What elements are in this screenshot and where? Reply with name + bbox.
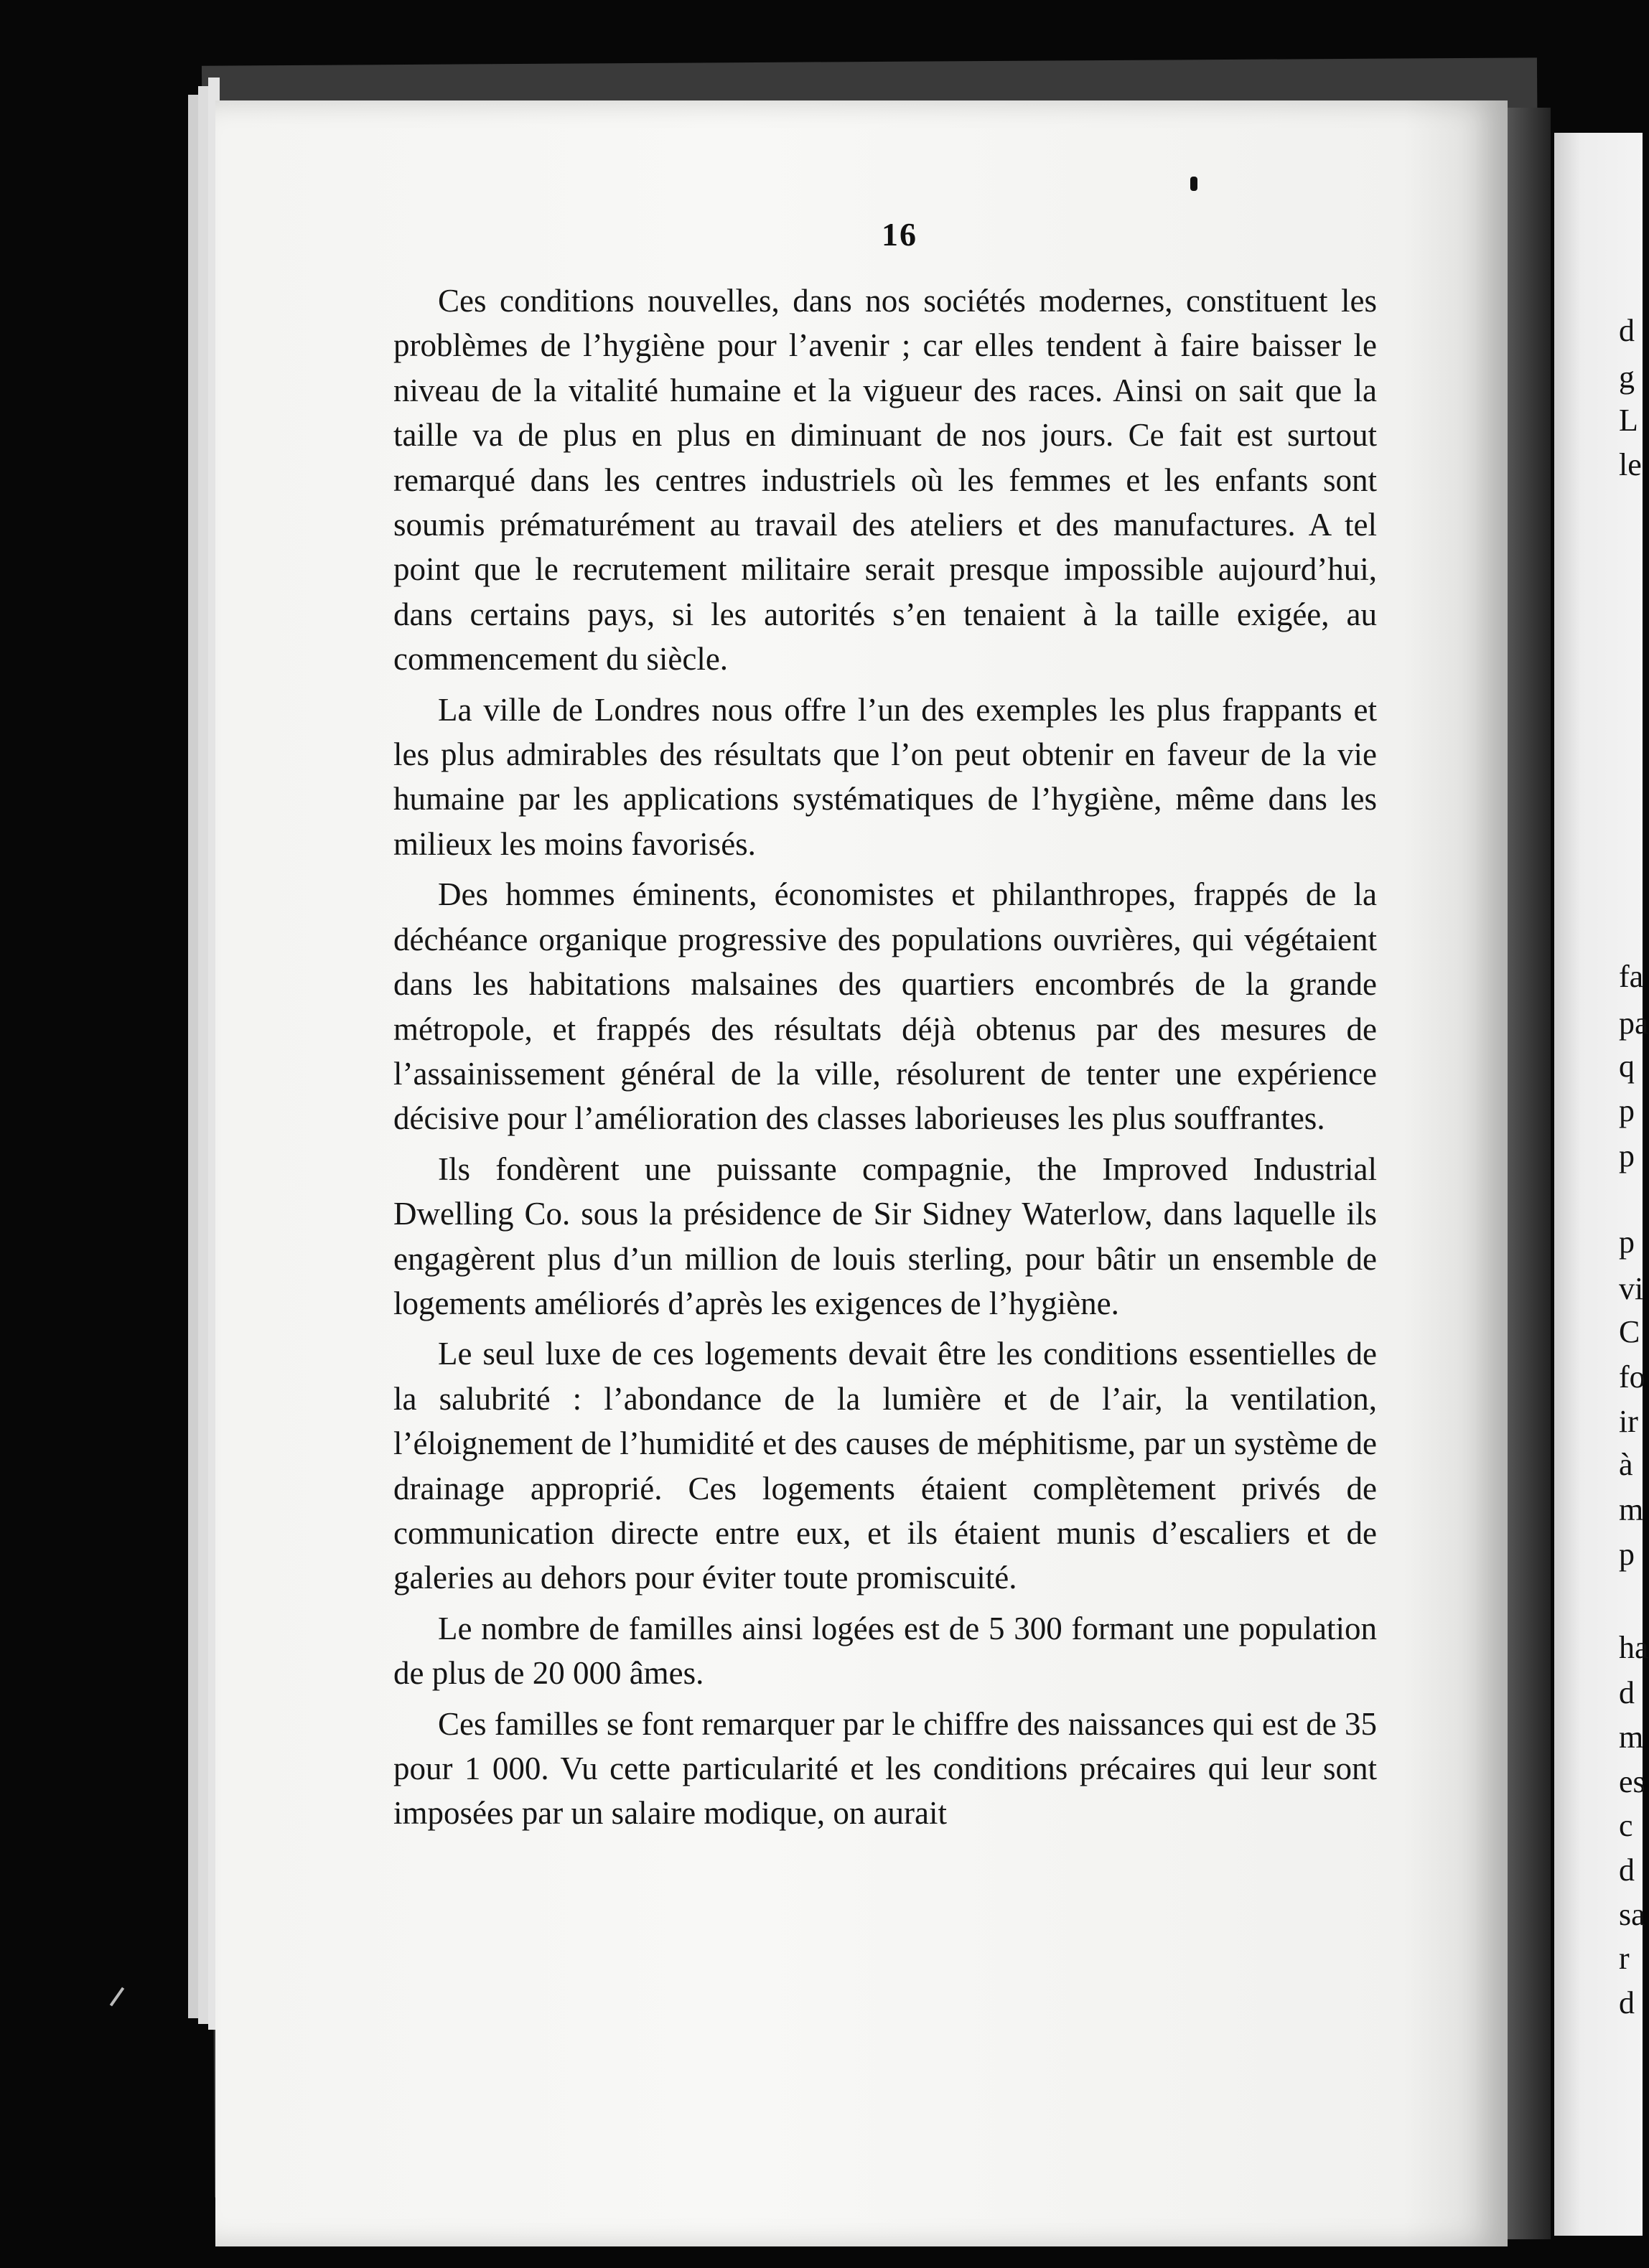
scan-scratch <box>110 1987 124 2007</box>
page-text <box>393 278 1377 1842</box>
paragraph: Ces familles se font remarquer par le chiffre des naissances qui est de 35 pour 1 000. Vu cette particularité et les conditions précaires qui leur sont imposées par un salaire modique, on aurait <box>393 1705 1377 1832</box>
facing-page-fragment: sa <box>1619 1897 1645 1932</box>
facing-page-edge <box>1554 133 1649 2236</box>
facing-page-fragment: p <box>1619 1224 1635 1260</box>
facing-page-fragment: à <box>1619 1447 1633 1482</box>
facing-page-fragment: es <box>1619 1764 1645 1799</box>
facing-page-fragment: m <box>1619 1720 1644 1755</box>
paragraph: Le nombre de familles ainsi logées est de 5 300 formant une population de plus de 20 000 âmes. <box>393 1610 1377 1692</box>
facing-page-fragment: d <box>1619 1985 1635 2020</box>
facing-page-fragment: m <box>1619 1492 1644 1527</box>
paragraph: Ils fondèrent une puissante compagnie, the Improved Industrial Dwelling Co. sous la présidence de Sir Sidney Waterlow, dans laquelle ils engagèrent plus d’un million de louis sterling, pour bâtir un ensemble de logements améliorés d’après les exigences de l’hygiène. <box>393 1151 1377 1321</box>
paragraph: Le seul luxe de ces logements devait être les conditions essentielles de la salubrité : l’abondance de la lumière et de l’air, la ventilation, l’éloignement de l’humidité et des causes de méphitisme, par un système de drainage approprié. Ces logements étaient complètement privés de communication directe entre eux, et ils étaient munis d’escaliers et de galeries au dehors pour éviter toute promiscuité. <box>393 1336 1377 1596</box>
facing-page-fragment: p <box>1619 1093 1635 1128</box>
facing-page-fragment: fa <box>1619 959 1644 994</box>
facing-page-fragment: r <box>1619 1941 1630 1976</box>
ink-mark <box>1190 177 1197 191</box>
facing-page-fragment: pa <box>1619 1006 1649 1041</box>
facing-page-fragment: p <box>1619 1537 1635 1572</box>
paragraph: La ville de Londres nous offre l’un des exemples les plus frappants et les plus admirables des résultats que l’on peut obtenir en faveur de la vie humaine par les applications systématiques de l’hygiène, même dans les milieux les moins favorisés. <box>393 691 1377 862</box>
facing-page-fragment: ha <box>1619 1630 1649 1665</box>
facing-page-fragment: le <box>1619 447 1642 482</box>
facing-page-fragment: g <box>1619 360 1635 395</box>
facing-page-fragment: p <box>1619 1138 1635 1173</box>
facing-page-fragment: q <box>1619 1049 1635 1084</box>
facing-page-fragment: d <box>1619 1852 1635 1888</box>
paragraph: Des hommes éminents, économistes et philanthropes, frappés de la déchéance organique progressive des populations ouvrières, qui végétaient dans les habitations malsaines des quartiers encombrés de la grande métropole, et frappés des résultats déjà obtenus par des mesures de l’assainissement général de la ville, résolurent de tenter une expérience décisive pour l’amélioration des classes laborieuses les plus souffrantes. <box>393 876 1377 1137</box>
facing-page-fragment: L <box>1619 403 1638 438</box>
facing-page-fragment: c <box>1619 1808 1633 1843</box>
facing-page-fragment: d <box>1619 313 1635 348</box>
facing-page-fragment: d <box>1619 1675 1635 1710</box>
page-number: 16 <box>882 216 917 253</box>
book-gutter <box>1508 108 1551 2239</box>
paragraph: Ces conditions nouvelles, dans nos sociétés modernes, constituent les problèmes de l’hygiène pour l’avenir ; car elles tendent à faire baisser le niveau de la vitalité humaine et la vigueur des races. Ainsi on sait que la taille va de plus en plus en diminuant de nos jours. Ce fait est surtout remarqué dans les centres industriels où les femmes et les enfants sont soumis prématurément au travail des ateliers et des manufactures. A tel point que le recrutement militaire serait presque impossible aujourd’hui, dans certains pays, si les autorités s’en tenaient à la taille exigée, au commencement du siècle. <box>393 283 1377 678</box>
facing-page-fragment: C <box>1619 1314 1640 1349</box>
facing-page-fragment: fo <box>1619 1359 1645 1395</box>
facing-page-fragment: ir <box>1619 1404 1638 1439</box>
facing-page-fragment: vi <box>1619 1271 1644 1306</box>
